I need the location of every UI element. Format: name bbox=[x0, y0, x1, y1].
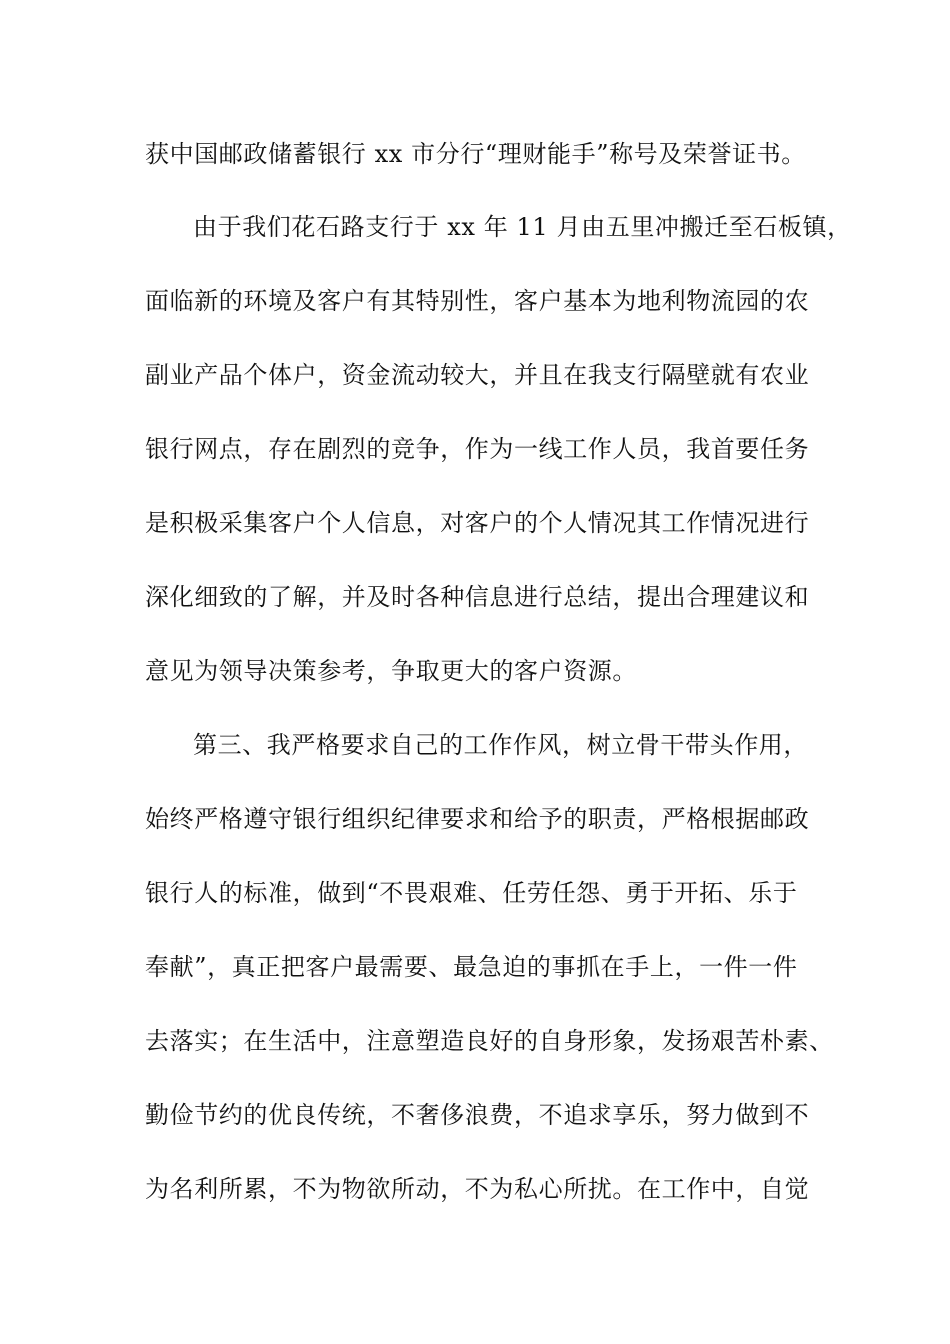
text-line: 银行网点，存在剧烈的竞争，作为一线工作人员，我首要任务 bbox=[145, 435, 810, 463]
paragraph-first-line: 由于我们花石路支行于 xx 年 11 月由五里冲搬迁至石板镇， bbox=[193, 213, 852, 241]
text-line: 深化细致的了解，并及时各种信息进行总结，提出合理建议和 bbox=[145, 583, 810, 611]
text-line: 勤俭节约的优良传统，不奢侈浪费，不追求享乐，努力做到不 bbox=[145, 1101, 810, 1129]
text-line: 意见为领导决策参考，争取更大的客户资源。 bbox=[145, 657, 637, 685]
text-line: 始终严格遵守银行组织纪律要求和给予的职责，严格根据邮政 bbox=[145, 805, 810, 833]
text-line: 是积极采集客户个人信息，对客户的个人情况其工作情况进行 bbox=[145, 509, 810, 537]
text-line: 去落实；在生活中，注意塑造良好的自身形象，发扬艰苦朴素、 bbox=[145, 1027, 834, 1055]
text-line: 副业产品个体户，资金流动较大，并且在我支行隔壁就有农业 bbox=[145, 361, 810, 389]
text-line: 银行人的标准，做到“不畏艰难、任劳任怨、勇于开拓、乐于 bbox=[145, 879, 798, 907]
text-line: 面临新的环境及客户有其特别性，客户基本为地利物流园的农 bbox=[145, 287, 810, 315]
paragraph-first-line: 第三、我严格要求自己的工作作风，树立骨干带头作用， bbox=[193, 731, 808, 759]
text-line: 为名利所累，不为物欲所动，不为私心所扰。在工作中，自觉 bbox=[145, 1175, 810, 1203]
text-line: 奉献”，真正把客户最需要、最急迫的事抓在手上，一件一件 bbox=[145, 953, 798, 981]
text-line: 获中国邮政储蓄银行 xx 市分行“理财能手”称号及荣誉证书。 bbox=[145, 140, 806, 168]
